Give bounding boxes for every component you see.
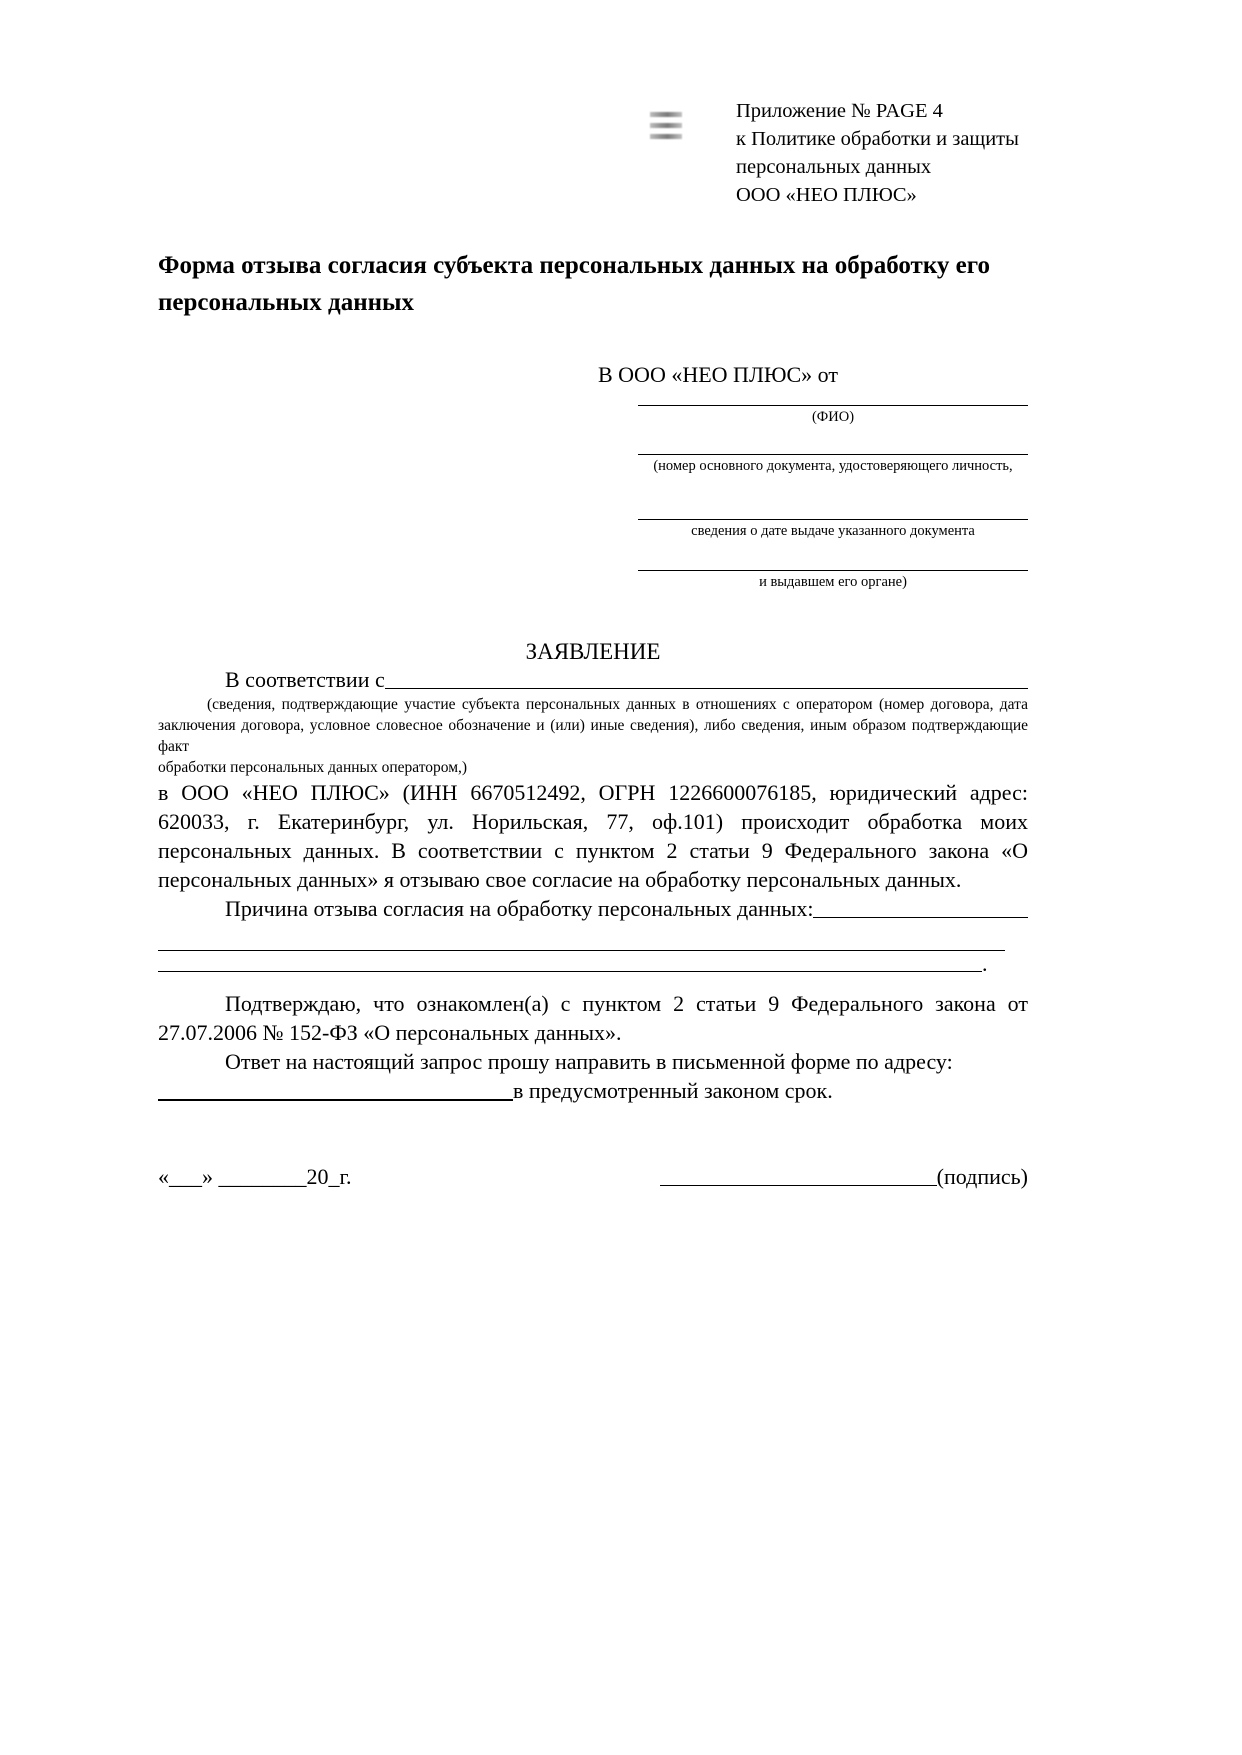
appendix-line: Приложение № PAGE 4 xyxy=(736,100,943,122)
basis-row xyxy=(158,665,1028,694)
reason-blank-line-2[interactable] xyxy=(158,923,1005,951)
reason-row xyxy=(158,894,1028,923)
reason-label: Причина отзыва согласия на обработку персональных данных: xyxy=(225,896,814,921)
clarification-note xyxy=(158,694,1028,778)
issuing-authority-field-caption: и выдавшем его органе) xyxy=(759,574,907,590)
fio-field-line[interactable] xyxy=(638,389,1028,406)
signature-caption: (подпись) xyxy=(936,1164,1028,1189)
appendix-header xyxy=(736,97,1028,209)
reason-blank-line-3-row xyxy=(158,951,1028,977)
reply-suffix: в предусмотренный законом срок. xyxy=(513,1078,833,1103)
note-line: обработки персональных данных оператором,) xyxy=(158,759,468,776)
reason-blank-line-3[interactable] xyxy=(158,971,982,972)
signature-blank-line[interactable] xyxy=(660,1185,937,1186)
blurred-text-artifact xyxy=(650,112,682,139)
document-number-field-caption: (номер основного документа, удостоверяющего личность, xyxy=(653,458,1013,474)
reply-request-line: Ответ на настоящий запрос прошу направить в письменной форме по адресу: xyxy=(225,1049,953,1074)
signature-block xyxy=(158,1163,1028,1191)
body-line: в ООО «НЕО ПЛЮС» (ИНН 6670512492, ОГРН 1226600076185, юридический адрес: xyxy=(158,780,1028,805)
statement-heading: ЗАЯВЛЕНИЕ xyxy=(525,639,661,664)
body-line: 620033, г. Екатеринбург, ул. Норильская, 77, оф.101) происходит обработка моих xyxy=(158,809,1028,834)
reason-blank-line[interactable] xyxy=(813,917,1028,918)
note-line: (сведения, подтверждающие участие субъекта персональных данных в отношениях с оператором (номер договора, дата xyxy=(207,696,1028,713)
note-line: заключения договора, условное словесное обозначение и (или) иные сведения), либо сведения, иным образом подтверждающие факт xyxy=(158,717,1028,755)
issue-date-field-caption: сведения о дате выдаче указанного документа xyxy=(691,523,975,539)
basis-prefix: В соответствии с xyxy=(225,667,385,692)
issue-date-field-line[interactable] xyxy=(638,475,1028,520)
appendix-line: к Политике обработки и защиты xyxy=(736,128,1019,150)
reply-address-row xyxy=(158,1076,1028,1105)
signature-group xyxy=(660,1163,1028,1191)
addressee-fields xyxy=(638,389,1028,591)
document-title: Форма отзыва согласия субъекта персональных данных на обработку его персональных данных xyxy=(158,252,990,316)
issuing-authority-field-line[interactable] xyxy=(638,540,1028,571)
reply-address-blank-line[interactable] xyxy=(158,1099,513,1101)
blank-line-period: . xyxy=(982,951,988,976)
body-line: персональных данных» я отзываю свое согласие на обработку персональных данных. xyxy=(158,867,962,892)
statement-body xyxy=(158,778,1028,894)
appendix-line: персональных данных xyxy=(736,156,932,178)
appendix-line: ООО «НЕО ПЛЮС» xyxy=(736,184,917,206)
addressee-line: В ООО «НЕО ПЛЮС» от xyxy=(598,362,838,387)
fio-field-caption: (ФИО) xyxy=(811,409,855,425)
basis-blank-line[interactable] xyxy=(385,688,1028,689)
confirmation-paragraph: Подтверждаю, что ознакомлен(а) с пунктом 2 статьи 9 Федерального закона от 27.07.2006 № 152-ФЗ «О персональных данных». xyxy=(158,991,1028,1045)
body-line: персональных данных. В соответствии с пунктом 2 статьи 9 Федерального закона «О xyxy=(158,838,1028,863)
document-number-field-line[interactable] xyxy=(638,426,1028,455)
date-line[interactable]: «___» ________20_г. xyxy=(158,1164,352,1189)
